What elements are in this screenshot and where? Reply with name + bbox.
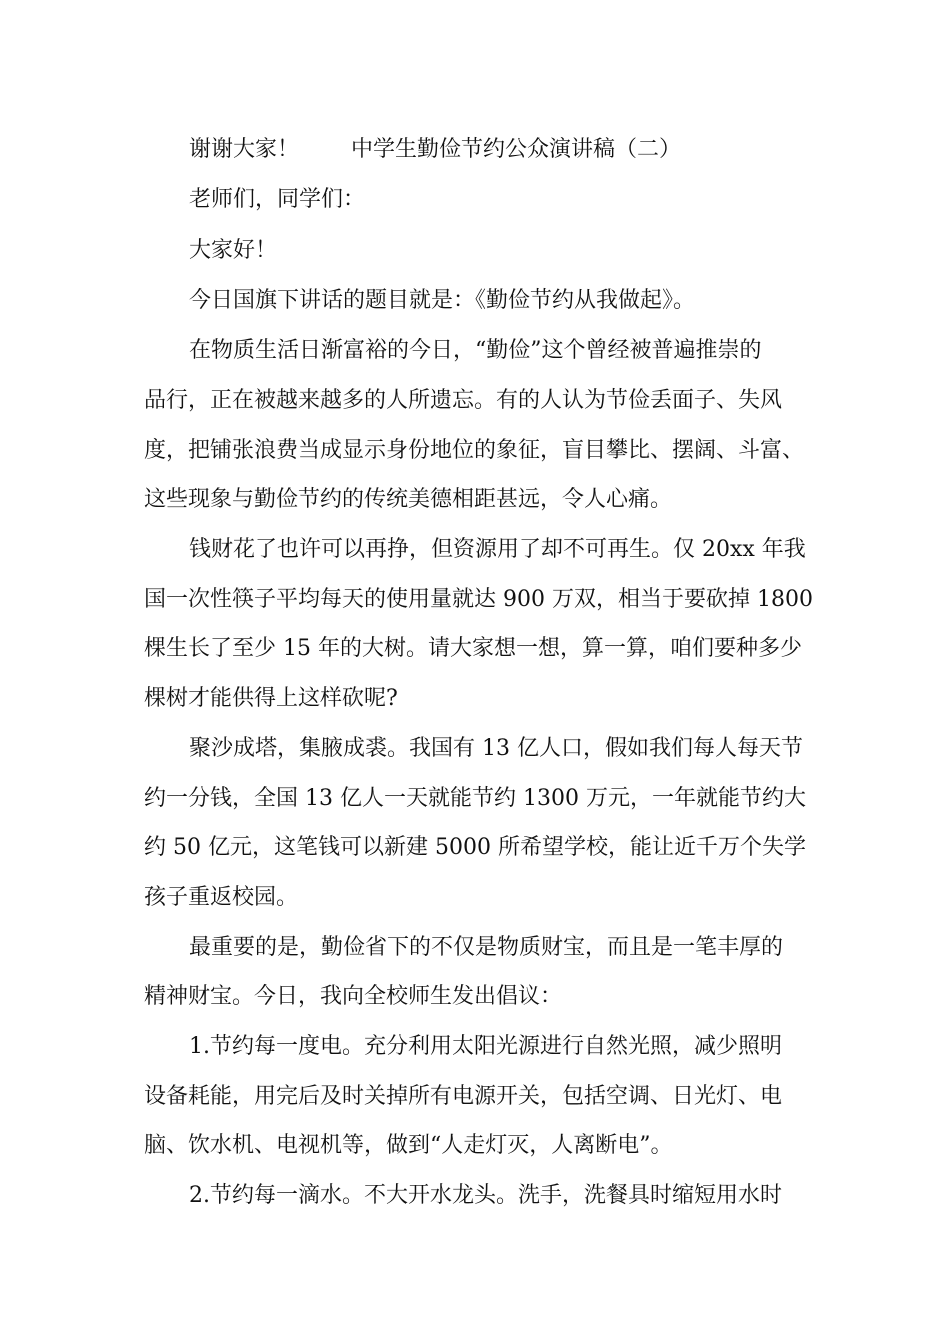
text-line: 设备耗能，用完后及时关掉所有电源开关，包括空调、日光灯、电 — [144, 1084, 783, 1109]
text-line — [189, 135, 869, 165]
text-line: 最重要的是，勤俭省下的不仅是物质财宝，而且是一笔丰厚的 — [189, 935, 784, 960]
text-line: 聚沙成塔，集腋成裘。我国有 13 亿人口，假如我们每人每天节 — [189, 736, 803, 761]
text-line: 2.节约每一滴水。不大开水龙头。洗手，洗餐具时缩短用水时 — [189, 1183, 782, 1208]
text-line: 这些现象与勤俭节约的传统美德相距甚远，令人心痛。 — [144, 487, 673, 512]
document-title: 中学生勤俭节约公众演讲稿（二） — [351, 137, 682, 162]
text-line: 约一分钱，全国 13 亿人一天就能节约 1300 万元，一年就能节约大 — [144, 786, 806, 811]
text-line: 钱财花了也许可以再挣，但资源用了却不可再生。仅 20xx 年我 — [189, 537, 806, 562]
text-line: 老师们，同学们： — [189, 187, 366, 212]
text-line: 精神财宝。今日，我向全校师生发出倡议： — [144, 984, 563, 1009]
text-line: 大家好！ — [189, 238, 278, 263]
text-line: 在物质生活日渐富裕的今日，“勤俭”这个曾经被普遍推崇的 — [189, 338, 762, 363]
text-line: 国一次性筷子平均每天的使用量就达 900 万双，相当于要砍掉 1800 — [144, 587, 813, 612]
text-line: 品行，正在被越来越多的人所遗忘。有的人认为节俭丢面子、失风 — [144, 388, 783, 413]
text-line: 今日国旗下讲话的题目就是：《勤俭节约从我做起》。 — [189, 288, 696, 313]
text-line: 约 50 亿元，这笔钱可以新建 5000 所希望学校，能让近千万个失学 — [144, 835, 806, 860]
text-line: 棵生长了至少 15 年的大树。请大家想一想，算一算，咱们要种多少 — [144, 636, 802, 661]
text-line: 孩子重返校园。 — [144, 885, 299, 910]
closing-text: 谢谢大家！ — [189, 137, 300, 162]
text-line: 1.节约每一度电。充分利用太阳光源进行自然光照，减少照明 — [189, 1034, 782, 1059]
text-line: 棵树才能供得上这样砍呢? — [144, 686, 398, 711]
text-line: 度，把铺张浪费当成显示身份地位的象征，盲目攀比、摆阔、斗富、 — [144, 438, 805, 463]
text-line: 脑、饮水机、电视机等，做到“人走灯灭，人离断电”。 — [144, 1133, 673, 1158]
